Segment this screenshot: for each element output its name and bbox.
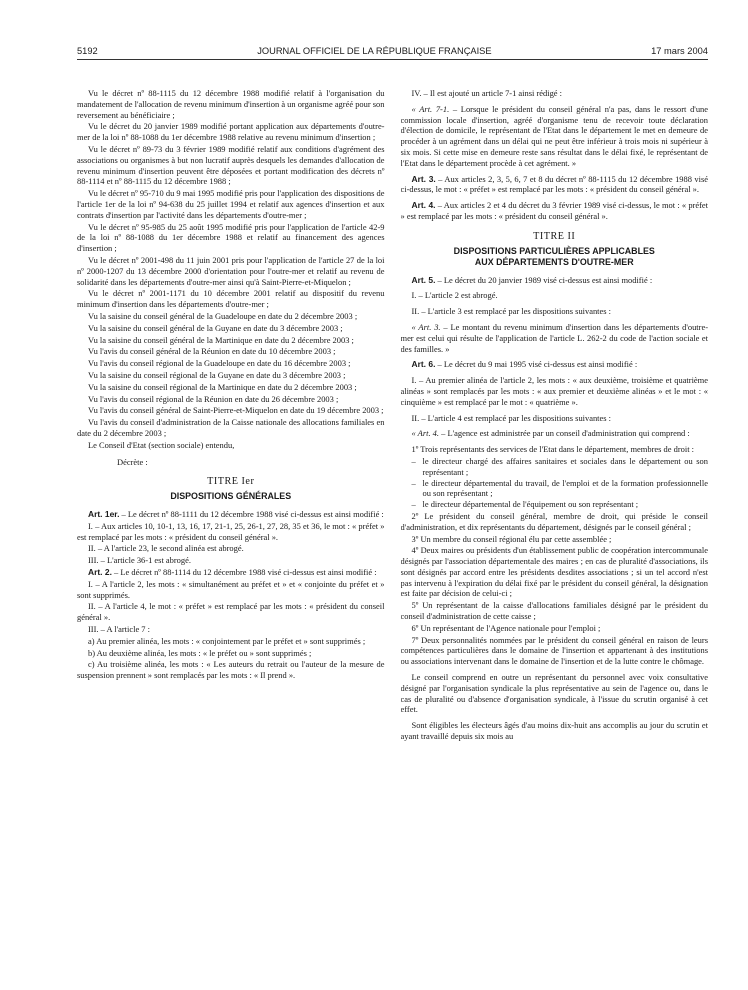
article-7-1-label: « Art. 7-1. [411, 103, 450, 114]
new-article-3-label: « Art. 3. [411, 321, 441, 332]
list-item: – le directeur départemental de l'équipement ou son représentant ; [423, 499, 709, 510]
composition-item-5: 5º Un représentant de la caisse d'allocations familiales désigné par le président du conseil d'administration de cette caisse ; [400, 600, 708, 622]
new-article-4-label: « Art. 4. [411, 428, 440, 439]
composition-item-7: 7º Deux personnalités nommées par le président du conseil général en raison de leurs compétences particulières dans le domaine de l'insertion et appartenant à des institutions ou associations intervenant dans le domaine de l'insertion et de la lutte contre le chômage. [400, 634, 708, 667]
visa-paragraph: Vu l'avis du conseil général de la Réunion en date du 10 décembre 2003 ; [88, 346, 336, 357]
article-4: Art. 4. – Aux articles 2 et 4 du décret du 3 février 1989 visé ci-dessus, le mot : « préfet » est remplacé par les mots : « président du conseil général ». [400, 200, 708, 221]
titre-2-subtitle-line-1: DISPOSITIONS PARTICULIÈRES APPLICABLES [453, 245, 655, 256]
state-representatives-list [401, 456, 709, 510]
article-6-point-ii: II. – L'article 4 est remplacé par les dispositions suivantes : [411, 412, 612, 423]
composition-item-3: 3º Un membre du conseil régional élu par cette assemblée ; [411, 533, 612, 544]
visa-paragraph: Vu le décret nº 2001-498 du 11 juin 2001 pris pour l'application de l'article 27 de la loi nº 2000-1207 du 13 décembre 2000 d'orientation pour l'outre-mer et relatif au revenu de solidarité dans les départements d'outre-mer ainsi qu'à Saint-Pierre-et-Miquelon ; [77, 254, 385, 287]
list-item: – le directeur chargé des affaires sanitaires et sociales dans le département ou son représentant ; [423, 456, 709, 478]
visa-paragraph: Vu la saisine du conseil général de la Martinique en date du 2 décembre 2003 ; [88, 334, 354, 345]
article-5-label: Art. 5. [411, 274, 436, 285]
titre-2-heading: TITRE II [533, 230, 576, 242]
article-1-point-ii: II. – A l'article 23, le second alinéa est abrogé. [88, 543, 244, 554]
visas-list [77, 88, 385, 451]
article-5: Art. 5. – Le décret du 20 janvier 1989 visé ci-dessus est ainsi modifié : [411, 274, 653, 285]
article-4-label: Art. 4. [411, 200, 436, 211]
titre-2-subtitle-line-2: AUX DÉPARTEMENTS D'OUTRE-MER [474, 256, 634, 267]
article-2-point-iv: IV. – Il est ajouté un article 7-1 ainsi rédigé : [411, 88, 563, 98]
visa-paragraph: Vu le décret nº 95-985 du 25 août 1995 modifié pris pour l'application de l'article 42-9 de la loi nº 88-1088 du 1er décembre 1988 et relatif au financement des agences d'insertion ; [77, 221, 385, 254]
staff-representative-paragraph: Le conseil comprend en outre un représentant du personnel avec voix consultative désigné par l'organisation syndicale la plus représentative au sein de l'agence ou, dans le cas de pluralité ou d'absence d'organisation syndicale, à l'issue du scrutin organisé à cet effet. [400, 672, 708, 715]
left-column [77, 88, 385, 984]
titre-1-subtitle: DISPOSITIONS GÉNÉRALES [170, 491, 292, 502]
titre-1-heading: TITRE Ier [207, 476, 255, 488]
article-6: Art. 6. – Le décret du 9 mai 1995 visé ci-dessus est ainsi modifié : [411, 359, 638, 370]
visa-paragraph: Vu le décret nº 88-1115 du 12 décembre 1988 modifié relatif à l'organisation du mandatement de l'allocation de revenu minimum d'insertion à un organisme agréé pour son reversement au bénéficiaire ; [77, 88, 385, 120]
composition-item-4: 4º Deux maires ou présidents d'un établissement public de coopération intercommunale désignés par l'association départementale des maires ; en cas de pluralité d'associations, ils sont désignés par accord entre les présidents desdites associations ; si un tel accord n'est pas intervenu à l'expiration du délai fixé par le président du conseil général, la désignation est faite par décision de celui-ci ; [400, 545, 708, 599]
article-2-point-c: c) Au troisième alinéa, les mots : « Les auteurs du retrait ou l'auteur de la mesure de suspension prennent » sont remplacés par les mots : « Il prend ». [77, 659, 385, 681]
visa-paragraph: Vu le décret du 20 janvier 1989 modifié portant application aux départements d'outre-mer de la loi nº 88-1088 du 1er décembre 1988 relative au revenu minimum d'insertion ; [77, 121, 385, 143]
visa-paragraph: Vu l'avis du conseil régional de la Réunion en date du 26 décembre 2003 ; [88, 393, 339, 404]
article-5-point-ii: II. – L'article 3 est remplacé par les dispositions suivantes : [411, 306, 612, 317]
article-3-label: Art. 3. [411, 173, 436, 184]
visa-paragraph: Vu l'avis du conseil d'administration de la Caisse nationale des allocations familiales en date du 2 décembre 2003 ; [77, 417, 385, 438]
publication-date: 17 mars 2004 [651, 46, 708, 56]
visa-paragraph: Vu la saisine du conseil régional de la Martinique en date du 2 décembre 2003 ; [88, 381, 357, 392]
article-6-point-i: I. – Au premier alinéa de l'article 2, les mots : « aux deuxième, troisième et quatrième alinéas » sont remplacés par les mots : « aux premier et deuxième alinéas » et le mot : « cinquième » est remplacé par le mot : « quatrième ». [400, 375, 708, 407]
composition-item-2: 2º Le président du conseil général, membre de droit, qui préside le conseil d'administration, et dix représentants du département, désignés par le conseil général ; [400, 510, 708, 532]
right-column [401, 88, 709, 984]
titre-2-subtitle [401, 246, 709, 268]
composition-item-6: 6º Un représentant de l'Agence nationale pour l'emploi ; [411, 622, 601, 633]
article-5-point-i: I. – L'article 2 est abrogé. [411, 290, 498, 301]
composition-item-1: 1º Trois représentants des services de l'Etat dans le département, membres de droit : [411, 444, 694, 455]
visa-paragraph: Vu le décret nº 95-710 du 9 mai 1995 modifié pris pour l'application des dispositions de l'article 1er de la loi nº 94-638 du 25 juillet 1994 et relatif aux agences d'insertion et aux contrats d'insertion par l'activité dans les départements d'outre-mer ; [77, 188, 385, 220]
article-2-point-ii: II. – A l'article 4, le mot : « préfet » est remplacé par les mots : « président du conseil général ». [77, 601, 385, 623]
article-2-point-iii: III. – A l'article 7 : [88, 624, 150, 635]
visa-paragraph: Vu la saisine du conseil général de la Guyane en date du 3 décembre 2003 ; [88, 322, 343, 333]
visa-paragraph: Vu la saisine du conseil général de la Guadeloupe en date du 2 décembre 2003 ; [88, 310, 358, 321]
text-columns [77, 88, 708, 984]
article-1-point-iii: III. – L'article 36-1 est abrogé. [88, 555, 191, 566]
new-article-3: « Art. 3. – Le montant du revenu minimum d'insertion dans les départements d'outre-mer est celui qui résulte de l'application de l'article L. 262-2 du code de l'action sociale et des familles. » [400, 321, 708, 354]
new-article-4: « Art. 4. – L'agence est administrée par un conseil d'administration qui comprend : [411, 428, 690, 439]
article-6-label: Art. 6. [411, 359, 436, 370]
article-1-point-i: I. – Aux articles 10, 10-1, 13, 16, 17, 21-1, 25, 26-1, 27, 28, 35 et 36, le mot : « préfet » est remplacé par les mots : « président du conseil général ». [77, 520, 385, 542]
article-2-point-b: b) Au deuxième alinéa, les mots : « le préfet ou » sont supprimés ; [88, 647, 312, 658]
eligibility-paragraph: Sont éligibles les électeurs âgés d'au moins dix-huit ans accomplis au jour du scrutin et ayant travaillé depuis six mois au [400, 720, 708, 742]
decrete-line: Décrète : [117, 456, 148, 467]
journal-title: JOURNAL OFFICIEL DE LA RÉPUBLIQUE FRANÇAISE [257, 46, 492, 56]
article-3: Art. 3. – Aux articles 2, 3, 5, 6, 7 et 8 du décret nº 88-1115 du 12 décembre 1988 visé ci-dessus, le mot : « préfet » est remplacé par les mots : « président du conseil général ». [400, 173, 708, 195]
article-2-point-i: I. – A l'article 2, les mots : « simultanément au préfet et » et « conjointe du préfet et » sont supprimés. [77, 578, 385, 600]
visa-paragraph: Vu la saisine du conseil régional de la Guyane en date du 3 décembre 2003 ; [88, 369, 346, 380]
article-7-1: « Art. 7-1. – Lorsque le président du conseil général n'a pas, dans le ressort d'une commission locale d'insertion, agréé d'organisme tenu de recevoir toute déclaration d'élection de domicile, le représentant de l'Etat dans le département le met en demeure de procéder à un agrément dans un délai qui ne peut être inférieur à trois mois ni supérieur à six mois. Si cette mise en demeure reste sans résultat dans le délai fixé, le représentant de l'Etat dans le département procède à cet agrément. » [400, 103, 708, 168]
visa-paragraph: Vu le décret nº 89-73 du 3 février 1989 modifié relatif aux conditions d'agrément des associations ou organismes à but non lucratif auprès desquels les demandes d'allocation de revenu minimum d'insertion peuvent être déposées et portant modification des décrets nº 88-1114 et nº 88-1115 du 12 décembre 1988 ; [77, 143, 385, 187]
visa-paragraph: Vu l'avis du conseil général de Saint-Pierre-et-Miquelon en date du 19 décembre 2003 ; [88, 405, 384, 416]
article-2-label: Art. 2. [88, 567, 112, 578]
visa-paragraph: Vu le décret nº 2001-1171 du 10 décembre 2001 relatif au dispositif du revenu minimum d'insertion dans les départements d'outre-mer ; [77, 288, 385, 310]
article-2: Art. 2. – Le décret nº 88-1114 du 12 décembre 1988 visé ci-dessus est ainsi modifié : [88, 567, 377, 578]
article-2-point-a: a) Au premier alinéa, les mots : « conjointement par le préfet et » sont supprimés ; [88, 635, 366, 646]
page-header [77, 38, 708, 60]
visa-paragraph: Vu l'avis du conseil régional de la Guadeloupe en date du 16 décembre 2003 ; [88, 358, 351, 369]
list-item: – le directeur départemental du travail, de l'emploi et de la formation professionnelle ou son représentant ; [423, 478, 709, 500]
article-1-label: Art. 1er. [88, 509, 120, 520]
page-number: 5192 [77, 46, 98, 56]
visa-paragraph: Le Conseil d'Etat (section sociale) entendu, [88, 439, 235, 450]
article-1: Art. 1er. – Le décret nº 88-1111 du 12 décembre 1988 visé ci-dessus est ainsi modifié : [88, 509, 384, 520]
